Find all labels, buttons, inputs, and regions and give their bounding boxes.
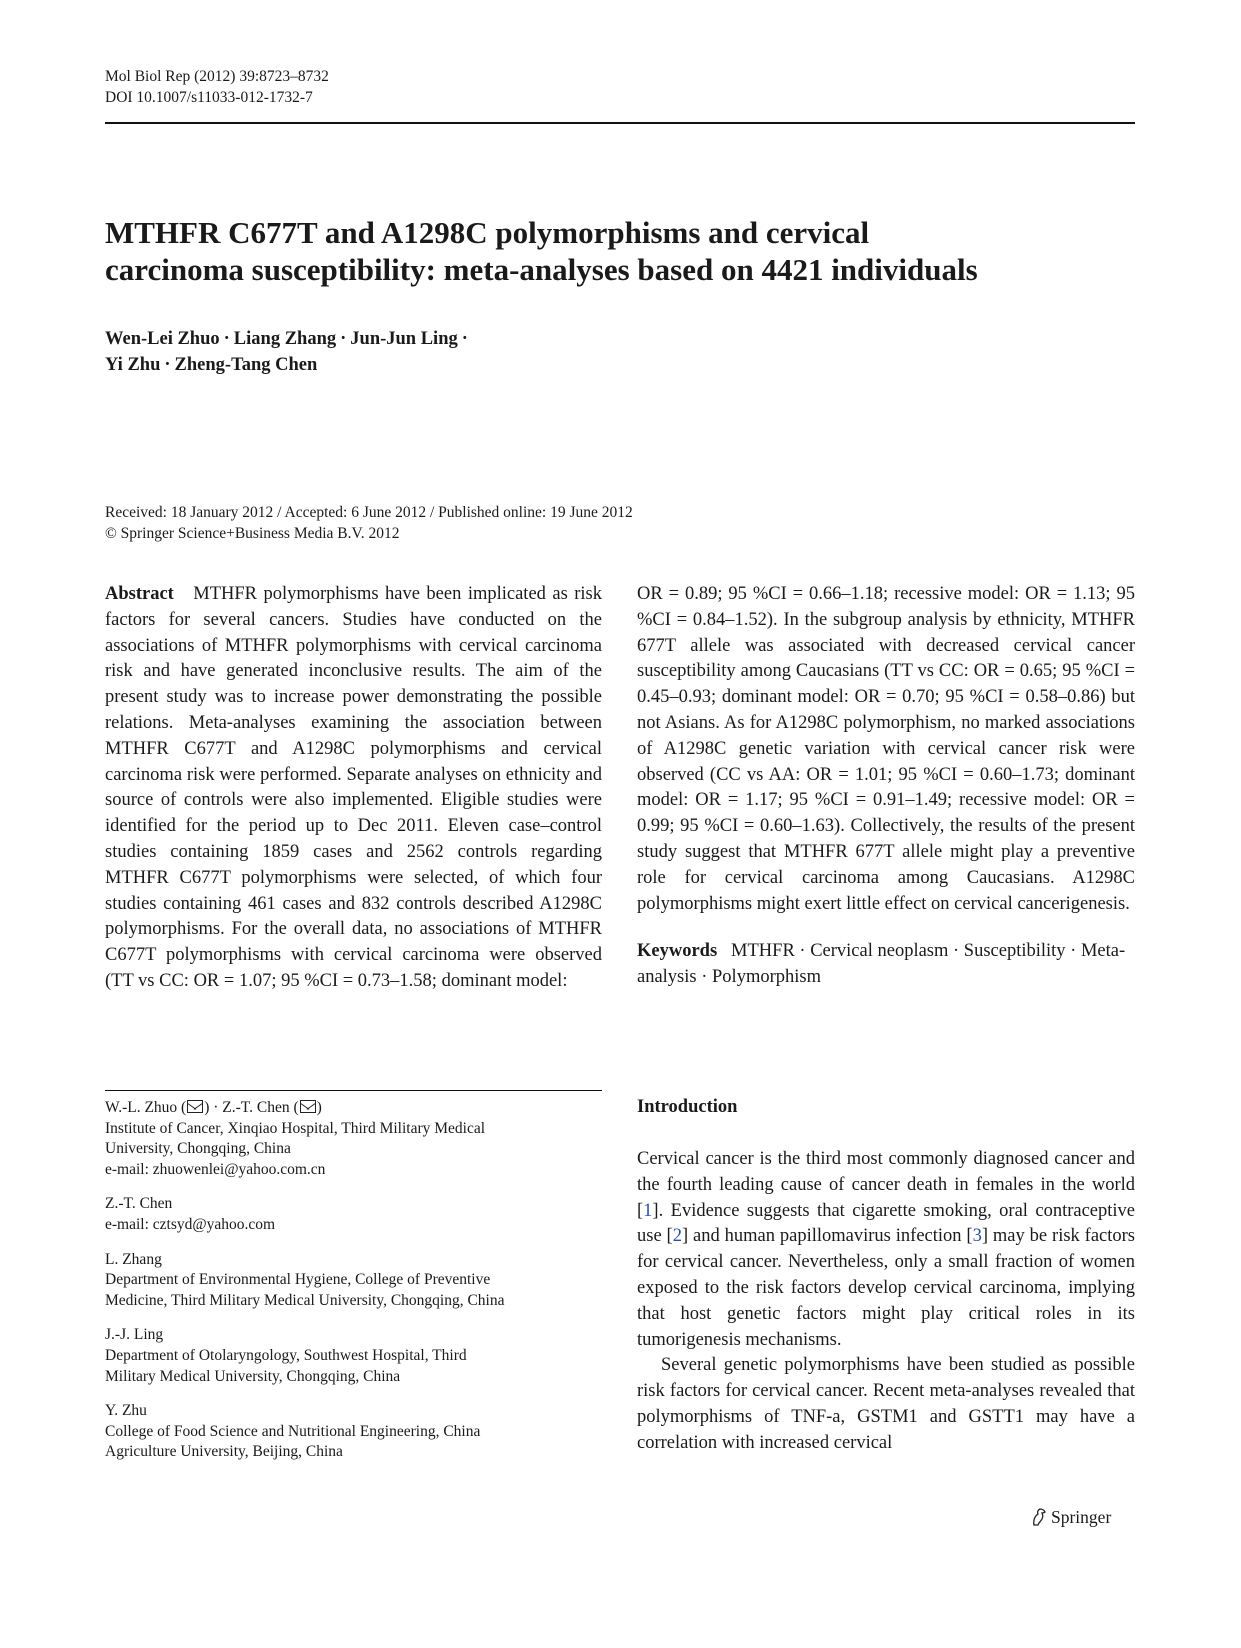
intro-text: ] and human papillomavirus infection [ (681, 1226, 973, 1247)
abstract-paragraph (105, 582, 602, 995)
keywords-heading: Keywords (637, 941, 718, 962)
citation-link-2[interactable]: 2 (672, 1226, 682, 1247)
author-name: Yi Zhu (105, 355, 161, 375)
affiliation-name: L. Zhang (105, 1250, 162, 1268)
affiliation-zhang (105, 1250, 602, 1312)
abstract-heading: Abstract (105, 584, 174, 604)
abstract-right-column (637, 582, 1135, 991)
journal-citation: Mol Biol Rep (2012) 39:8723–8732 (105, 68, 329, 85)
affiliation-line: University, Chongqing, China (105, 1140, 291, 1158)
author-name: Jun-Jun Ling (350, 329, 458, 349)
affiliation-line: Department of Otolaryngology, Southwest Hospital, Third (105, 1346, 467, 1364)
affiliation-name: Z.-T. Chen (105, 1195, 173, 1213)
corresponding-authors (105, 1098, 602, 1119)
email-line: e-mail: cztsyd@yahoo.com (105, 1215, 276, 1233)
keywords (637, 939, 1135, 991)
author-separator: · (340, 329, 347, 349)
publisher-name: Springer (1051, 1507, 1112, 1527)
author-separator: · (164, 355, 171, 375)
journal-header (105, 66, 329, 108)
intro-paragraph-2: Several genetic polymorphisms have been studied as possible risk factors for cervical cancer. Recent meta-analyses revealed that polymorphisms of TNF-a, GSTM1 and GSTT1 may have a correlation with increased cervical (637, 1355, 1135, 1453)
affiliation-line: Institute of Cancer, Xinqiao Hospital, Third Military Medical (105, 1119, 486, 1137)
header-rule (105, 122, 1135, 124)
author-name: Liang Zhang (233, 329, 337, 349)
author-list (105, 326, 472, 378)
intro-text: ] may be risk factors for cervical cancer. Nevertheless, only a small fraction of women exposed to the risk factors develop cervical carcinoma, implying that host genetic factors might play critical roles in its tumorigenesis mechanisms. (637, 1226, 1136, 1350)
author-line-1 (105, 326, 472, 352)
author-separator: · (461, 329, 468, 349)
envelope-icon (187, 1100, 203, 1113)
introduction-body (637, 1147, 1135, 1457)
publication-dates (105, 502, 633, 544)
author-separator: · (223, 329, 230, 349)
abstract-left-column (105, 582, 602, 995)
affiliation-zhu (105, 1401, 602, 1463)
affiliation-name: J.-J. Ling (105, 1326, 164, 1344)
abstract-text-part2: OR = 0.89; 95 %CI = 0.66–1.18; recessive model: OR = 1.13; 95 %CI = 0.84–1.52). In the subgroup analysis by ethnicity, MTHFR 677T allele was associated with decreased cervical cancer susceptibility among Caucasians (TT vs CC: OR = 0.65; 95 %CI = 0.45–0.93; dominant model: OR = 0.70; 95 %CI = 0.58–0.86) but not Asians. As for A1298C polymorphism, no marked associations of A1298C genetic variation with cervical cancer risk were observed (CC vs AA: OR = 1.01; 95 %CI = 0.60–1.73; dominant model: OR = 1.17; 95 %CI = 0.91–1.49; recessive model: OR = 0.99; 95 %CI = 0.60–1.63). Collectively, the results of the present study suggest that MTHFR 677T allele might play a preventive role for cervical carcinoma among Caucasians. A1298C polymorphisms might exert little effect on cervical cancerigenesis. (637, 584, 1135, 914)
publisher-logo (1030, 1507, 1111, 1528)
affiliation-chen (105, 1194, 602, 1235)
affiliation-line: Department of Environmental Hygiene, College of Preventive (105, 1271, 491, 1289)
corresponding-name-2: ) · Z.-T. Chen ( (204, 1099, 299, 1116)
affiliation-line: Agriculture University, Beijing, China (105, 1443, 343, 1461)
paper-title (105, 214, 1135, 288)
intro-text: ]. Evidence suggests that cigarette smoking, oral contraceptive use [ (637, 1200, 1135, 1247)
affiliation-line: Military Medical University, Chongqing, China (105, 1367, 401, 1385)
received-accepted-line: Received: 18 January 2012 / Accepted: 6 June 2012 / Published online: 19 June 2012 (105, 504, 633, 521)
author-line-2 (105, 352, 472, 378)
doi-line: DOI 10.1007/s11033-012-1732-7 (105, 89, 313, 106)
affiliation-line: College of Food Science and Nutritional Engineering, China (105, 1422, 481, 1440)
intro-paragraph-1 (637, 1147, 1135, 1353)
title-line-2: carcinoma susceptibility: meta-analyses based on 4421 individuals (105, 252, 978, 287)
intro-text: Cervical cancer is the third most commonly diagnosed cancer and the fourth leading cause of cancer death in females in the world [ (637, 1149, 1135, 1221)
affiliation-ling (105, 1325, 602, 1387)
author-name: Zheng-Tang Chen (174, 355, 318, 375)
introduction-heading: Introduction (637, 1097, 738, 1117)
affiliations (105, 1098, 602, 1477)
author-name: Wen-Lei Zhuo (105, 329, 220, 349)
abstract-text-part1: MTHFR polymorphisms have been implicated as risk factors for several cancers. Studies have conducted on the associations of MTHFR polymorphisms with cervical carcinoma risk and have generated inconclusive results. The aim of the present study was to increase power demonstrating the possible relations. Meta-analyses examining the association between MTHFR C677T and A1298C polymorphisms and cervical carcinoma risk were performed. Separate analyses on ethnicity and source of controls were also implemented. Eligible studies were identified for the period up to Dec 2011. Eleven case–control studies containing 1859 cases and 2562 controls regarding MTHFR C677T polymorphisms were selected, of which four studies containing 461 cases and 832 controls described A1298C polymorphisms. For the overall data, no associations of MTHFR C677T polymorphisms with cervical carcinoma were observed (TT vs CC: OR = 1.07; 95 %CI = 0.73–1.58; dominant model: (105, 584, 602, 991)
citation-link-3[interactable]: 3 (972, 1226, 982, 1247)
affiliation-line: Medicine, Third Military Medical University, Chongqing, China (105, 1291, 505, 1309)
springer-horse-icon (1030, 1507, 1048, 1527)
corresponding-end: ) (316, 1099, 322, 1116)
email-line: e-mail: zhuowenlei@yahoo.com.cn (105, 1160, 326, 1178)
citation-link-1[interactable]: 1 (643, 1200, 653, 1221)
title-line-1: MTHFR C677T and A1298C polymorphisms and cervical (105, 215, 870, 250)
keywords-text: MTHFR · Cervical neoplasm · Susceptibility · Meta-analysis · Polymorphism (637, 941, 1126, 988)
affiliation-corresponding (105, 1098, 602, 1180)
affiliation-name: Y. Zhu (105, 1402, 147, 1420)
copyright-line: © Springer Science+Business Media B.V. 2012 (105, 525, 400, 542)
corresponding-name-1: W.-L. Zhuo ( (105, 1099, 187, 1116)
affiliation-rule (105, 1090, 602, 1091)
envelope-icon (300, 1100, 316, 1113)
